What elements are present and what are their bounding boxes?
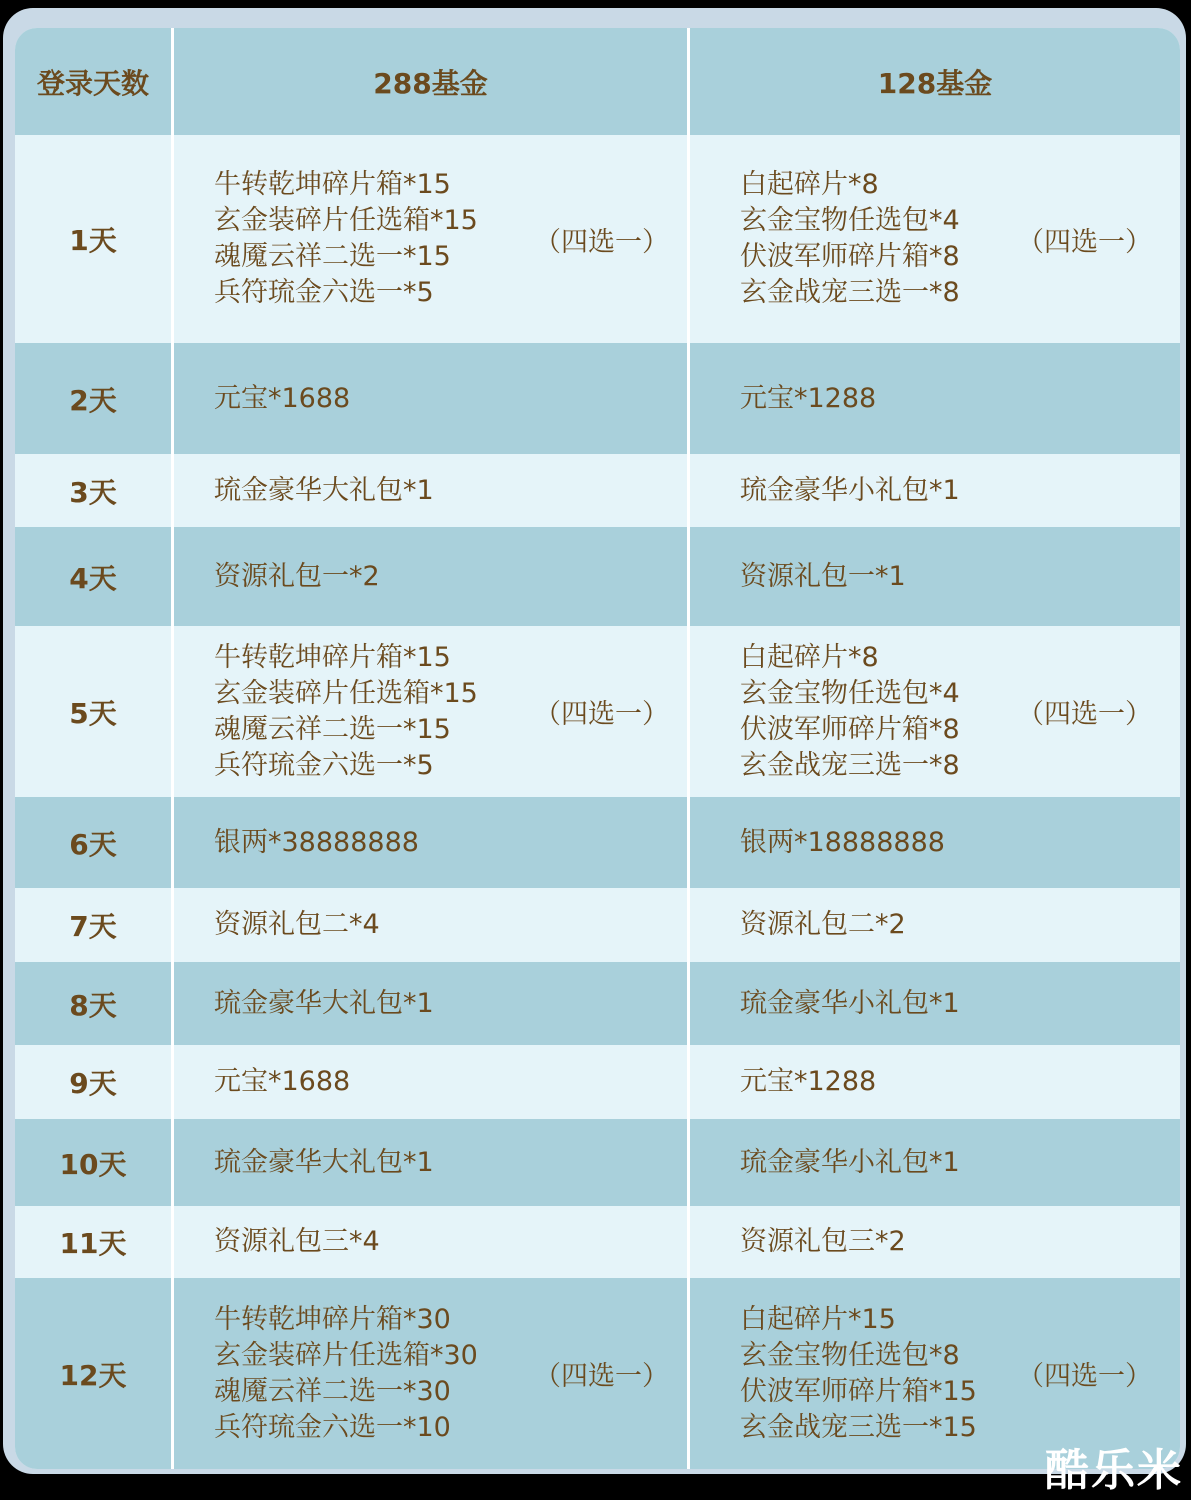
reward-list <box>214 135 478 343</box>
choose-one-note: （四选一） <box>1017 226 1152 258</box>
reward-item: 玄金宝物任选包*4 <box>740 205 960 236</box>
day-cell: 9天 <box>69 1067 117 1100</box>
table-row <box>15 1045 1180 1119</box>
reward-list <box>214 626 478 797</box>
day-cell: 10天 <box>59 1147 127 1181</box>
reward-list <box>214 454 434 527</box>
reward-list <box>740 527 906 626</box>
reward-item: 魂魇云祥二选一*15 <box>214 241 451 272</box>
reward-list <box>740 1045 876 1119</box>
reward-item: 玄金装碎片任选箱*15 <box>214 677 478 709</box>
table-row <box>15 626 1180 797</box>
choose-one-note: （四选一） <box>534 699 669 730</box>
fund-128-cell <box>690 343 1180 454</box>
reward-item: 资源礼包二*2 <box>740 909 906 940</box>
reward-item: 白起碎片*15 <box>740 1303 896 1335</box>
header-login-days: 登录天数 <box>36 66 149 100</box>
reward-list <box>740 962 960 1045</box>
reward-item: 资源礼包一*2 <box>214 560 380 592</box>
day-cell: 1天 <box>69 224 117 257</box>
reward-item: 资源礼包三*2 <box>740 1226 906 1257</box>
day-cell: 5天 <box>69 696 117 730</box>
day-cell: 6天 <box>69 827 117 861</box>
reward-item: 伏波军师碎片箱*8 <box>740 713 960 745</box>
reward-item: 资源礼包一*1 <box>740 560 906 592</box>
day-cell: 2天 <box>69 383 117 417</box>
fund-288-cell <box>174 135 687 343</box>
fund-128-cell <box>690 454 1180 527</box>
day-cell: 3天 <box>69 475 117 509</box>
reward-list <box>740 454 960 527</box>
fund-288-cell <box>174 1278 687 1469</box>
reward-list <box>740 135 960 343</box>
reward-list <box>740 1119 960 1206</box>
fund-128-cell <box>690 527 1180 626</box>
reward-item: 伏波军师碎片箱*15 <box>740 1375 977 1407</box>
fund-288-cell <box>174 962 687 1045</box>
reward-item: 玄金装碎片任选箱*30 <box>214 1339 478 1371</box>
table-row <box>15 1278 1180 1469</box>
fund-288-cell <box>174 797 687 888</box>
reward-item: 琉金豪华小礼包*1 <box>740 987 960 1019</box>
reward-item: 伏波军师碎片箱*8 <box>740 241 960 272</box>
fund-128-cell <box>690 797 1180 888</box>
table-row <box>15 135 1180 343</box>
reward-item: 琉金豪华大礼包*1 <box>214 1146 434 1178</box>
reward-item: 琉金豪华大礼包*1 <box>214 474 434 506</box>
fund-288-cell <box>174 1119 687 1206</box>
reward-list <box>214 1119 434 1206</box>
reward-item: 玄金战宠三选一*8 <box>740 749 960 781</box>
reward-list <box>214 1206 380 1278</box>
fund-128-cell <box>690 1045 1180 1119</box>
column-divider <box>171 28 174 1469</box>
reward-item: 资源礼包三*4 <box>214 1226 380 1257</box>
fund-128-cell <box>690 962 1180 1045</box>
reward-list <box>214 1278 478 1469</box>
reward-item: 琉金豪华小礼包*1 <box>740 474 960 506</box>
table-header-row <box>15 28 1180 135</box>
reward-item: 玄金宝物任选包*8 <box>740 1339 960 1371</box>
reward-item: 元宝*1688 <box>214 382 351 414</box>
choose-one-note: （四选一） <box>1017 699 1152 730</box>
column-divider <box>687 28 690 1469</box>
reward-item: 兵符琉金六选一*5 <box>214 277 434 308</box>
reward-list <box>740 1278 977 1469</box>
reward-item: 牛转乾坤碎片箱*30 <box>214 1303 451 1335</box>
reward-item: 牛转乾坤碎片箱*15 <box>214 641 451 673</box>
reward-item: 元宝*1288 <box>740 382 877 414</box>
fund-rewards-table <box>15 28 1180 1469</box>
reward-item: 银两*38888888 <box>214 826 419 858</box>
reward-item: 兵符琉金六选一*10 <box>214 1411 451 1443</box>
reward-item: 银两*18888888 <box>740 826 945 858</box>
choose-one-note: （四选一） <box>534 1361 669 1392</box>
header-fund-128: 128基金 <box>877 66 993 100</box>
day-cell: 12天 <box>59 1358 127 1392</box>
fund-288-cell <box>174 527 687 626</box>
reward-item: 玄金宝物任选包*4 <box>740 677 960 709</box>
reward-item: 魂魇云祥二选一*30 <box>214 1375 451 1407</box>
table-row <box>15 962 1180 1045</box>
reward-list <box>214 797 419 888</box>
fund-128-cell <box>690 1119 1180 1206</box>
reward-item: 魂魇云祥二选一*15 <box>214 713 451 745</box>
table-frame <box>3 8 1186 1474</box>
reward-item: 牛转乾坤碎片箱*15 <box>214 169 451 200</box>
reward-item: 玄金装碎片任选箱*15 <box>214 205 478 236</box>
reward-list <box>214 888 380 962</box>
reward-item: 玄金战宠三选一*15 <box>740 1411 977 1443</box>
reward-item: 白起碎片*8 <box>740 641 879 673</box>
reward-item: 兵符琉金六选一*5 <box>214 749 434 781</box>
reward-item: 资源礼包二*4 <box>214 909 380 940</box>
reward-item: 琉金豪华小礼包*1 <box>740 1146 960 1178</box>
fund-128-cell <box>690 626 1180 797</box>
reward-list <box>740 797 945 888</box>
day-cell: 8天 <box>69 988 117 1022</box>
fund-288-cell <box>174 1206 687 1278</box>
table-row <box>15 1206 1180 1278</box>
reward-item: 元宝*1288 <box>740 1066 877 1097</box>
fund-128-cell <box>690 888 1180 962</box>
reward-list <box>740 1206 906 1278</box>
reward-list <box>740 888 906 962</box>
reward-list <box>214 343 350 454</box>
reward-list <box>740 626 960 797</box>
header-fund-288: 288基金 <box>373 66 488 100</box>
table-row <box>15 1119 1180 1206</box>
table-row <box>15 797 1180 888</box>
fund-128-cell <box>690 1206 1180 1278</box>
fund-288-cell <box>174 1045 687 1119</box>
fund-128-cell <box>690 135 1180 343</box>
table-row <box>15 527 1180 626</box>
choose-one-note: （四选一） <box>534 226 669 258</box>
reward-list <box>214 1045 350 1119</box>
reward-item: 玄金战宠三选一*8 <box>740 277 960 308</box>
table-row <box>15 888 1180 962</box>
reward-item: 元宝*1688 <box>214 1066 351 1097</box>
reward-item: 白起碎片*8 <box>740 169 879 200</box>
day-cell: 7天 <box>69 910 117 943</box>
fund-288-cell <box>174 343 687 454</box>
fund-288-cell <box>174 626 687 797</box>
table-row <box>15 343 1180 454</box>
reward-list <box>740 343 876 454</box>
day-cell: 11天 <box>59 1227 127 1260</box>
watermark-logo: 酷乐米 <box>1045 1445 1183 1496</box>
choose-one-note: （四选一） <box>1017 1361 1152 1392</box>
reward-list <box>214 527 380 626</box>
table-row <box>15 454 1180 527</box>
day-cell: 4天 <box>69 561 117 595</box>
fund-288-cell <box>174 454 687 527</box>
reward-item: 琉金豪华大礼包*1 <box>214 987 434 1019</box>
reward-list <box>214 962 434 1045</box>
fund-288-cell <box>174 888 687 962</box>
